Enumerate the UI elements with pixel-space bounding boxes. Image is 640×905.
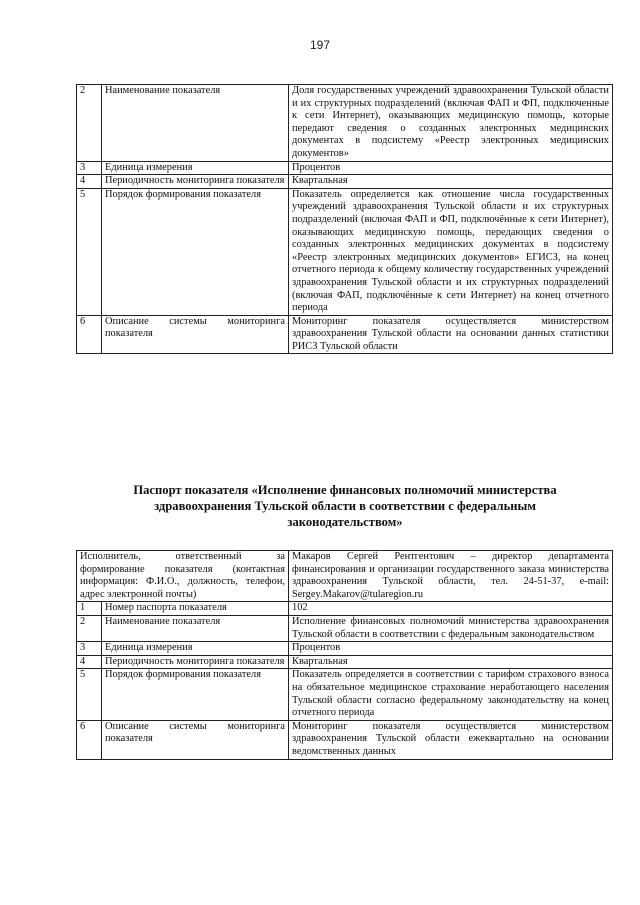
row-value: 102 (289, 602, 613, 616)
row-label: Порядок формирования показателя (102, 188, 289, 315)
row-number: 4 (77, 655, 102, 669)
table-row (77, 188, 613, 315)
row-value: Показатель определяется в соответствии с тарифом страхового взноса на обязательное медицинское страхование неработающего населения Тульской области согласно федеральному законодательству на конец отчетного периода (289, 669, 613, 720)
executor-value: Макаров Сергей Рентгентович – директор департамента финансирования и организации государственного заказа министерства здравоохранения Тульской области, тел. 24-51-37, e-mail: Sergey.Makarov@tularegion.ru (289, 551, 613, 602)
row-number: 3 (77, 642, 102, 656)
row-label: Единица измерения (102, 642, 289, 656)
row-label: Периодичность мониторинга показателя (102, 175, 289, 189)
executor-row (77, 551, 613, 602)
table-row (77, 720, 613, 759)
row-label: Описание системы мониторинга показателя (102, 720, 289, 759)
table-row (77, 642, 613, 656)
table-row (77, 602, 613, 616)
table-row (77, 669, 613, 720)
indicator-table-2 (76, 550, 613, 760)
row-value: Показатель определяется как отношение числа государственных учреждений здравоохранения Тульской области и их структурных подразделений (включая ФАП и ФП, подключённые к сети Интернет), оказывающих медицинскую помощь, передающих сведения о созданных электронных медицинских документах в подсистему «Реестр электронных медицинских документов» ЕГИСЗ, на конец отчетного периода к общему количеству государственных учреждений здравоохранения Тульской области и их структурных подразделений (включая ФАП, подключённые к сети Интернет) на конец отчетного периода (289, 188, 613, 315)
row-value: Мониторинг показателя осуществляется министерством здравоохранения Тульской области ежеквартально на основании ведомственных данных (289, 720, 613, 759)
table-row (77, 315, 613, 354)
passport-title: Паспорт показателя «Исполнение финансовых полномочий министерства здравоохранения Тульской области в соответствии с федеральным законодательством» (133, 483, 557, 529)
row-label: Наименование показателя (102, 85, 289, 162)
row-label: Описание системы мониторинга показателя (102, 315, 289, 354)
row-value: Процентов (289, 642, 613, 656)
row-label: Периодичность мониторинга показателя (102, 655, 289, 669)
row-number: 6 (77, 315, 102, 354)
row-label: Единица измерения (102, 161, 289, 175)
row-number: 1 (77, 602, 102, 616)
indicator-table-1 (76, 84, 613, 354)
table-row (77, 85, 613, 162)
row-value: Процентов (289, 161, 613, 175)
row-number: 2 (77, 615, 102, 641)
row-label: Наименование показателя (102, 615, 289, 641)
row-number: 5 (77, 188, 102, 315)
row-value: Мониторинг показателя осуществляется министерством здравоохранения Тульской области на основании данных статистики РИСЗ Тульской области (289, 315, 613, 354)
row-value: Квартальная (289, 175, 613, 189)
table-row (77, 655, 613, 669)
row-value: Доля государственных учреждений здравоохранения Тульской области и их структурных подразделений (включая ФАП и ФП, подключенные к сети Интернет), оказывающих медицинскую помощь, которые передают сведения о созданных электронных медицинских документах в подсистему «Реестр электронных медицинских документов» (289, 85, 613, 162)
row-number: 4 (77, 175, 102, 189)
row-value: Исполнение финансовых полномочий министерства здравоохранения Тульской области в соответствии с федеральным законодательством (289, 615, 613, 641)
executor-label: Исполнитель, ответственный за формирование показателя (контактная информация: Ф.И.О., должность, телефон, адрес электронной почты) (77, 551, 289, 602)
row-label: Номер паспорта показателя (102, 602, 289, 616)
page-number: 197 (309, 38, 331, 52)
table-row (77, 161, 613, 175)
table-row (77, 615, 613, 641)
row-number: 2 (77, 85, 102, 162)
row-number: 3 (77, 161, 102, 175)
row-number: 5 (77, 669, 102, 720)
row-number: 6 (77, 720, 102, 759)
row-value: Квартальная (289, 655, 613, 669)
row-label: Порядок формирования показателя (102, 669, 289, 720)
table-row (77, 175, 613, 189)
